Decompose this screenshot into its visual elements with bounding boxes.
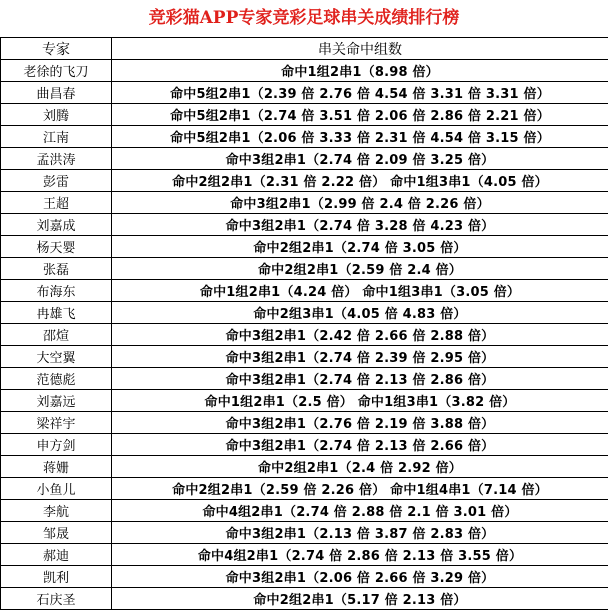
table-row bbox=[1, 368, 608, 390]
hit-result-cell: 命中1组2串1（4.24 倍） 命中1组3串1（3.05 倍） bbox=[112, 280, 608, 302]
expert-name-cell: 蒋姗 bbox=[1, 456, 112, 478]
expert-name-cell: 刘嘉成 bbox=[1, 214, 112, 236]
table-row bbox=[1, 148, 608, 170]
expert-name-cell: 范德彪 bbox=[1, 368, 112, 390]
hit-result-cell: 命中3组2串1（2.74 倍 2.39 倍 2.95 倍） bbox=[112, 346, 608, 368]
hit-result-cell: 命中5组2串1（2.06 倍 3.33 倍 2.31 倍 4.54 倍 3.15 倍） bbox=[112, 126, 608, 148]
table-row bbox=[1, 500, 608, 522]
table-row bbox=[1, 434, 608, 456]
expert-name-cell: 大空翼 bbox=[1, 346, 112, 368]
hit-result-cell: 命中2组2串1（2.74 倍 3.05 倍） bbox=[112, 236, 608, 258]
table-row bbox=[1, 192, 608, 214]
hit-result-cell: 命中3组2串1（2.99 倍 2.4 倍 2.26 倍） bbox=[112, 192, 608, 214]
table-row bbox=[1, 302, 608, 324]
expert-name-cell: 孟洪涛 bbox=[1, 148, 112, 170]
expert-name-cell: 老徐的飞刀 bbox=[1, 60, 112, 82]
column-header-expert: 专家 bbox=[1, 38, 112, 60]
hit-result-cell: 命中5组2串1（2.39 倍 2.76 倍 4.54 倍 3.31 倍 3.31 倍） bbox=[112, 82, 608, 104]
expert-name-cell: 李航 bbox=[1, 500, 112, 522]
table-row bbox=[1, 566, 608, 588]
hit-result-cell: 命中3组2串1（2.74 倍 2.09 倍 3.25 倍） bbox=[112, 148, 608, 170]
table-row bbox=[1, 170, 608, 192]
expert-name-cell: 彭雷 bbox=[1, 170, 112, 192]
hit-result-cell: 命中2组2串1（2.4 倍 2.92 倍） bbox=[112, 456, 608, 478]
expert-name-cell: 郝迪 bbox=[1, 544, 112, 566]
page-title: 竞彩猫APP专家竞彩足球串关成绩排行榜 bbox=[148, 8, 460, 28]
hit-result-cell: 命中4组2串1（2.74 倍 2.88 倍 2.1 倍 3.01 倍） bbox=[112, 500, 608, 522]
hit-result-cell: 命中3组2串1（2.74 倍 2.13 倍 2.86 倍） bbox=[112, 368, 608, 390]
expert-name-cell: 梁祥宇 bbox=[1, 412, 112, 434]
table-body bbox=[1, 60, 608, 610]
hit-result-cell: 命中5组2串1（2.74 倍 3.51 倍 2.06 倍 2.86 倍 2.21 倍） bbox=[112, 104, 608, 126]
column-header-hits: 串关命中组数 bbox=[112, 38, 608, 60]
hit-result-cell: 命中3组2串1（2.42 倍 2.66 倍 2.88 倍） bbox=[112, 324, 608, 346]
expert-name-cell: 江南 bbox=[1, 126, 112, 148]
table-row bbox=[1, 214, 608, 236]
expert-name-cell: 王超 bbox=[1, 192, 112, 214]
hit-result-cell: 命中2组2串1（5.17 倍 2.13 倍） bbox=[112, 588, 608, 610]
table-row bbox=[1, 126, 608, 148]
expert-name-cell: 张磊 bbox=[1, 258, 112, 280]
expert-name-cell: 小鱼儿 bbox=[1, 478, 112, 500]
table-row bbox=[1, 60, 608, 82]
hit-result-cell: 命中2组2串1（2.59 倍 2.4 倍） bbox=[112, 258, 608, 280]
hit-result-cell: 命中1组2串1（8.98 倍） bbox=[112, 60, 608, 82]
table-row bbox=[1, 258, 608, 280]
table-header-row bbox=[1, 38, 608, 60]
hit-result-cell: 命中1组2串1（2.5 倍） 命中1组3串1（3.82 倍） bbox=[112, 390, 608, 412]
expert-name-cell: 冉雄飞 bbox=[1, 302, 112, 324]
table-row bbox=[1, 346, 608, 368]
hit-result-cell: 命中4组2串1（2.74 倍 2.86 倍 2.13 倍 3.55 倍） bbox=[112, 544, 608, 566]
hit-result-cell: 命中3组2串1（2.74 倍 3.28 倍 4.23 倍） bbox=[112, 214, 608, 236]
table-row bbox=[1, 104, 608, 126]
hit-result-cell: 命中2组3串1（4.05 倍 4.83 倍） bbox=[112, 302, 608, 324]
hit-result-cell: 命中3组2串1（2.13 倍 3.87 倍 2.83 倍） bbox=[112, 522, 608, 544]
table-row bbox=[1, 544, 608, 566]
hit-result-cell: 命中2组2串1（2.31 倍 2.22 倍） 命中1组3串1（4.05 倍） bbox=[112, 170, 608, 192]
table-row bbox=[1, 478, 608, 500]
expert-name-cell: 杨天婴 bbox=[1, 236, 112, 258]
table-row bbox=[1, 324, 608, 346]
expert-name-cell: 石庆圣 bbox=[1, 588, 112, 610]
expert-name-cell: 布海东 bbox=[1, 280, 112, 302]
expert-name-cell: 邹晟 bbox=[1, 522, 112, 544]
hit-result-cell: 命中2组2串1（2.59 倍 2.26 倍） 命中1组4串1（7.14 倍） bbox=[112, 478, 608, 500]
table-row bbox=[1, 412, 608, 434]
ranking-table bbox=[0, 37, 608, 610]
expert-name-cell: 曲昌春 bbox=[1, 82, 112, 104]
expert-name-cell: 申方剑 bbox=[1, 434, 112, 456]
hit-result-cell: 命中3组2串1（2.74 倍 2.13 倍 2.66 倍） bbox=[112, 434, 608, 456]
expert-name-cell: 邵煊 bbox=[1, 324, 112, 346]
table-row bbox=[1, 522, 608, 544]
table-row bbox=[1, 456, 608, 478]
table-row bbox=[1, 280, 608, 302]
table-row bbox=[1, 236, 608, 258]
expert-name-cell: 刘腾 bbox=[1, 104, 112, 126]
expert-name-cell: 刘嘉远 bbox=[1, 390, 112, 412]
hit-result-cell: 命中3组2串1（2.76 倍 2.19 倍 3.88 倍） bbox=[112, 412, 608, 434]
table-row bbox=[1, 390, 608, 412]
expert-name-cell: 凯利 bbox=[1, 566, 112, 588]
table-row bbox=[1, 82, 608, 104]
table-row bbox=[1, 588, 608, 610]
hit-result-cell: 命中3组2串1（2.06 倍 2.66 倍 3.29 倍） bbox=[112, 566, 608, 588]
